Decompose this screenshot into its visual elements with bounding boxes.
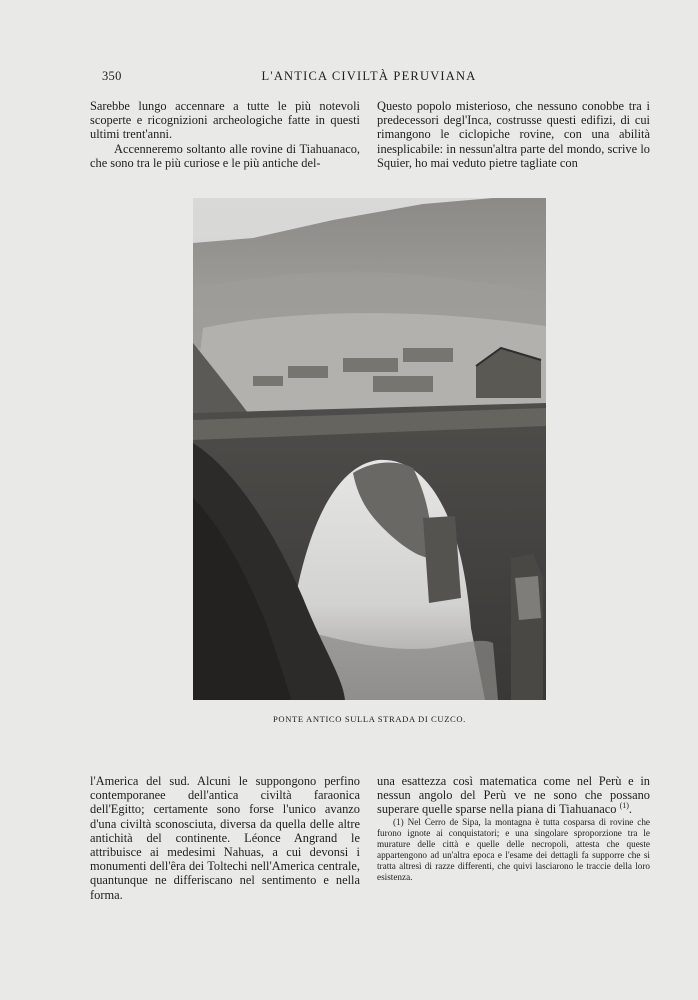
sentence-end: . [628,802,633,817]
paragraph: Sarebbe lungo accennare a tutte le più notevoli scoperte e ricognizioni archeologiche fatte in questi ultimi trent'anni. [90,99,360,142]
bottom-left-column [90,774,360,902]
paragraph: l'America del sud. Alcuni le suppongono perfino contemporanee dell'antica civiltà faraonica dell'Egitto; certamente sono forse l'unico avanzo d'una civiltà sconosciuta, diversa da quella delle altre antichità del continente. Léonce Angrand le attribuisce ai medesimi Nahuas, a cui devonsi i monumenti dell'êra dei Toltechi nell'America centrale, quantunque ne differiscano nel sentimento e nella forma. [90,774,360,902]
bridge-photograph [193,198,546,700]
bottom-right-column [377,774,650,883]
figure-caption: PONTE ANTICO SULLA STRADA DI CUZCO. [273,714,466,724]
paragraph [377,774,650,817]
paragraph: Questo popolo misterioso, che nessuno conobbe tra i predecessori degl'Inca, costrusse questi edifizi, di cui rimangono le ciclopiche rovine, con una abilità inesplicabile: in nessun'altra parte del mondo, scrive lo Squier, ho mai veduto pietre tagliate con [377,99,650,170]
paragraph-text: una esattezza così matematica come nel Perù e in nessun angolo del Perù ve ne sono che possano superare quelle sparse nella piana di Tiahuanaco [377,774,650,817]
footnote: (1) Nel Cerro de Sipa, la montagna è tutta cosparsa di rovine che furono ignote ai conquistatori; e una singolare sproporzione tra le murature delle città e quelle delle necropoli, attesta che queste appartengono ad un'altra epoca e l'esame dei dettagli fa supporre che si tratta altresì di razze differenti, che quivi lasciarono le traccie della loro esistenza. [377,816,650,882]
footnote-reference[interactable]: (1) [619,801,629,811]
top-left-column [90,99,360,170]
bridge-photo-illustration [193,198,546,700]
page-number: 350 [102,69,122,83]
running-head: L'ANTICA CIVILTÀ PERUVIANA [261,69,477,83]
paragraph: Accenneremo soltanto alle rovine di Tiahuanaco, che sono tra le più curiose e le più antiche del- [90,141,360,170]
top-right-column [377,99,650,170]
